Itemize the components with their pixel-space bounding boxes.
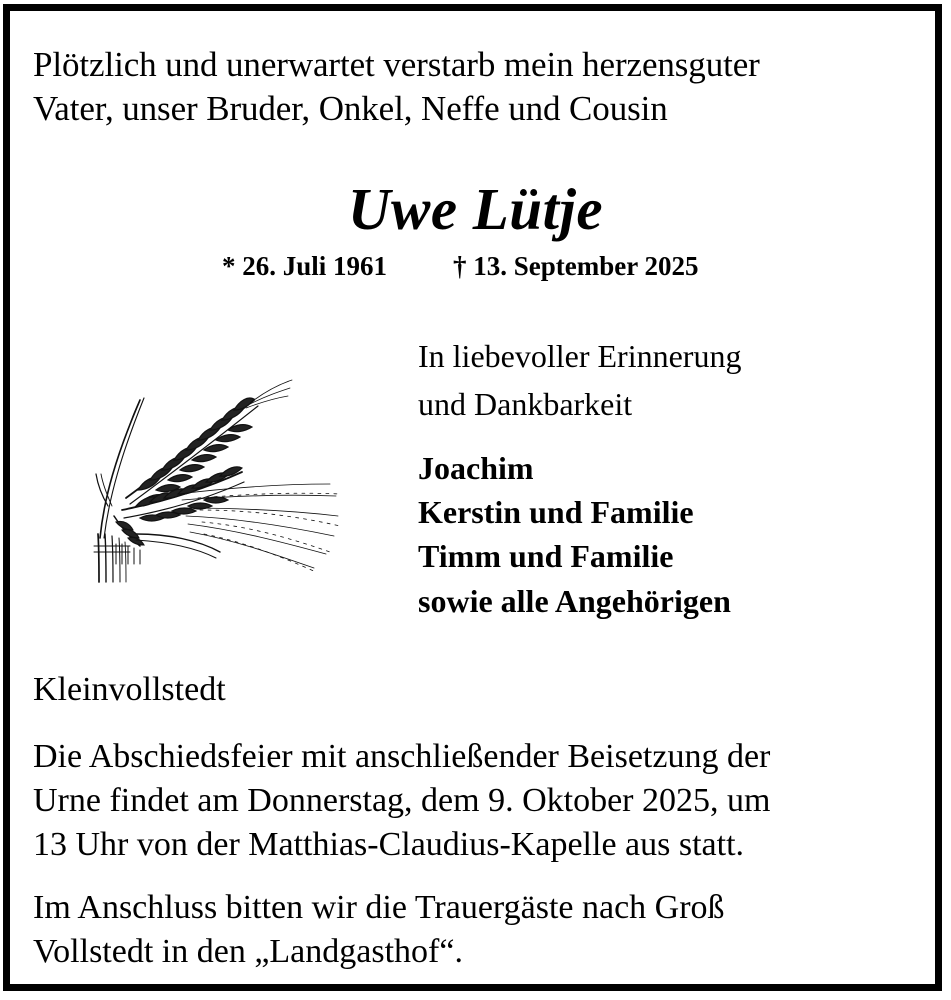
- service-line-2: Urne findet am Donnerstag, dem 9. Oktober 2025, um: [33, 782, 771, 819]
- memory-line-2: und Dankbarkeit: [418, 386, 633, 422]
- family-member-2: Timm und Familie: [418, 538, 674, 574]
- deceased-name: Uwe Lütje: [347, 176, 604, 242]
- location: Kleinvollstedt: [33, 671, 226, 708]
- service-line-1: Die Abschiedsfeier mit anschließender Beisetzung der: [33, 738, 771, 775]
- reception-line-1: Im Anschluss bitten wir die Trauergäste nach Groß: [33, 889, 725, 926]
- memory-line-1: In liebevoller Erinnerung: [418, 338, 742, 374]
- family-member-3: sowie alle Angehörigen: [418, 583, 731, 619]
- reception-line-2: Vollstedt in den „Landgasthof“.: [33, 933, 463, 970]
- intro-line-1: Plötzlich und unerwartet verstarb mein herzensguter: [33, 45, 760, 84]
- death-date: † 13. September 2025: [453, 251, 699, 281]
- family-member-0: Joachim: [418, 450, 534, 486]
- birth-date: * 26. Juli 1961: [222, 251, 388, 281]
- family-member-1: Kerstin und Familie: [418, 494, 694, 530]
- wheat-ears-icon: [78, 338, 378, 588]
- service-line-3: 13 Uhr von der Matthias-Claudius-Kapelle aus statt.: [33, 826, 745, 863]
- intro-line-2: Vater, unser Bruder, Onkel, Neffe und Cousin: [33, 89, 668, 128]
